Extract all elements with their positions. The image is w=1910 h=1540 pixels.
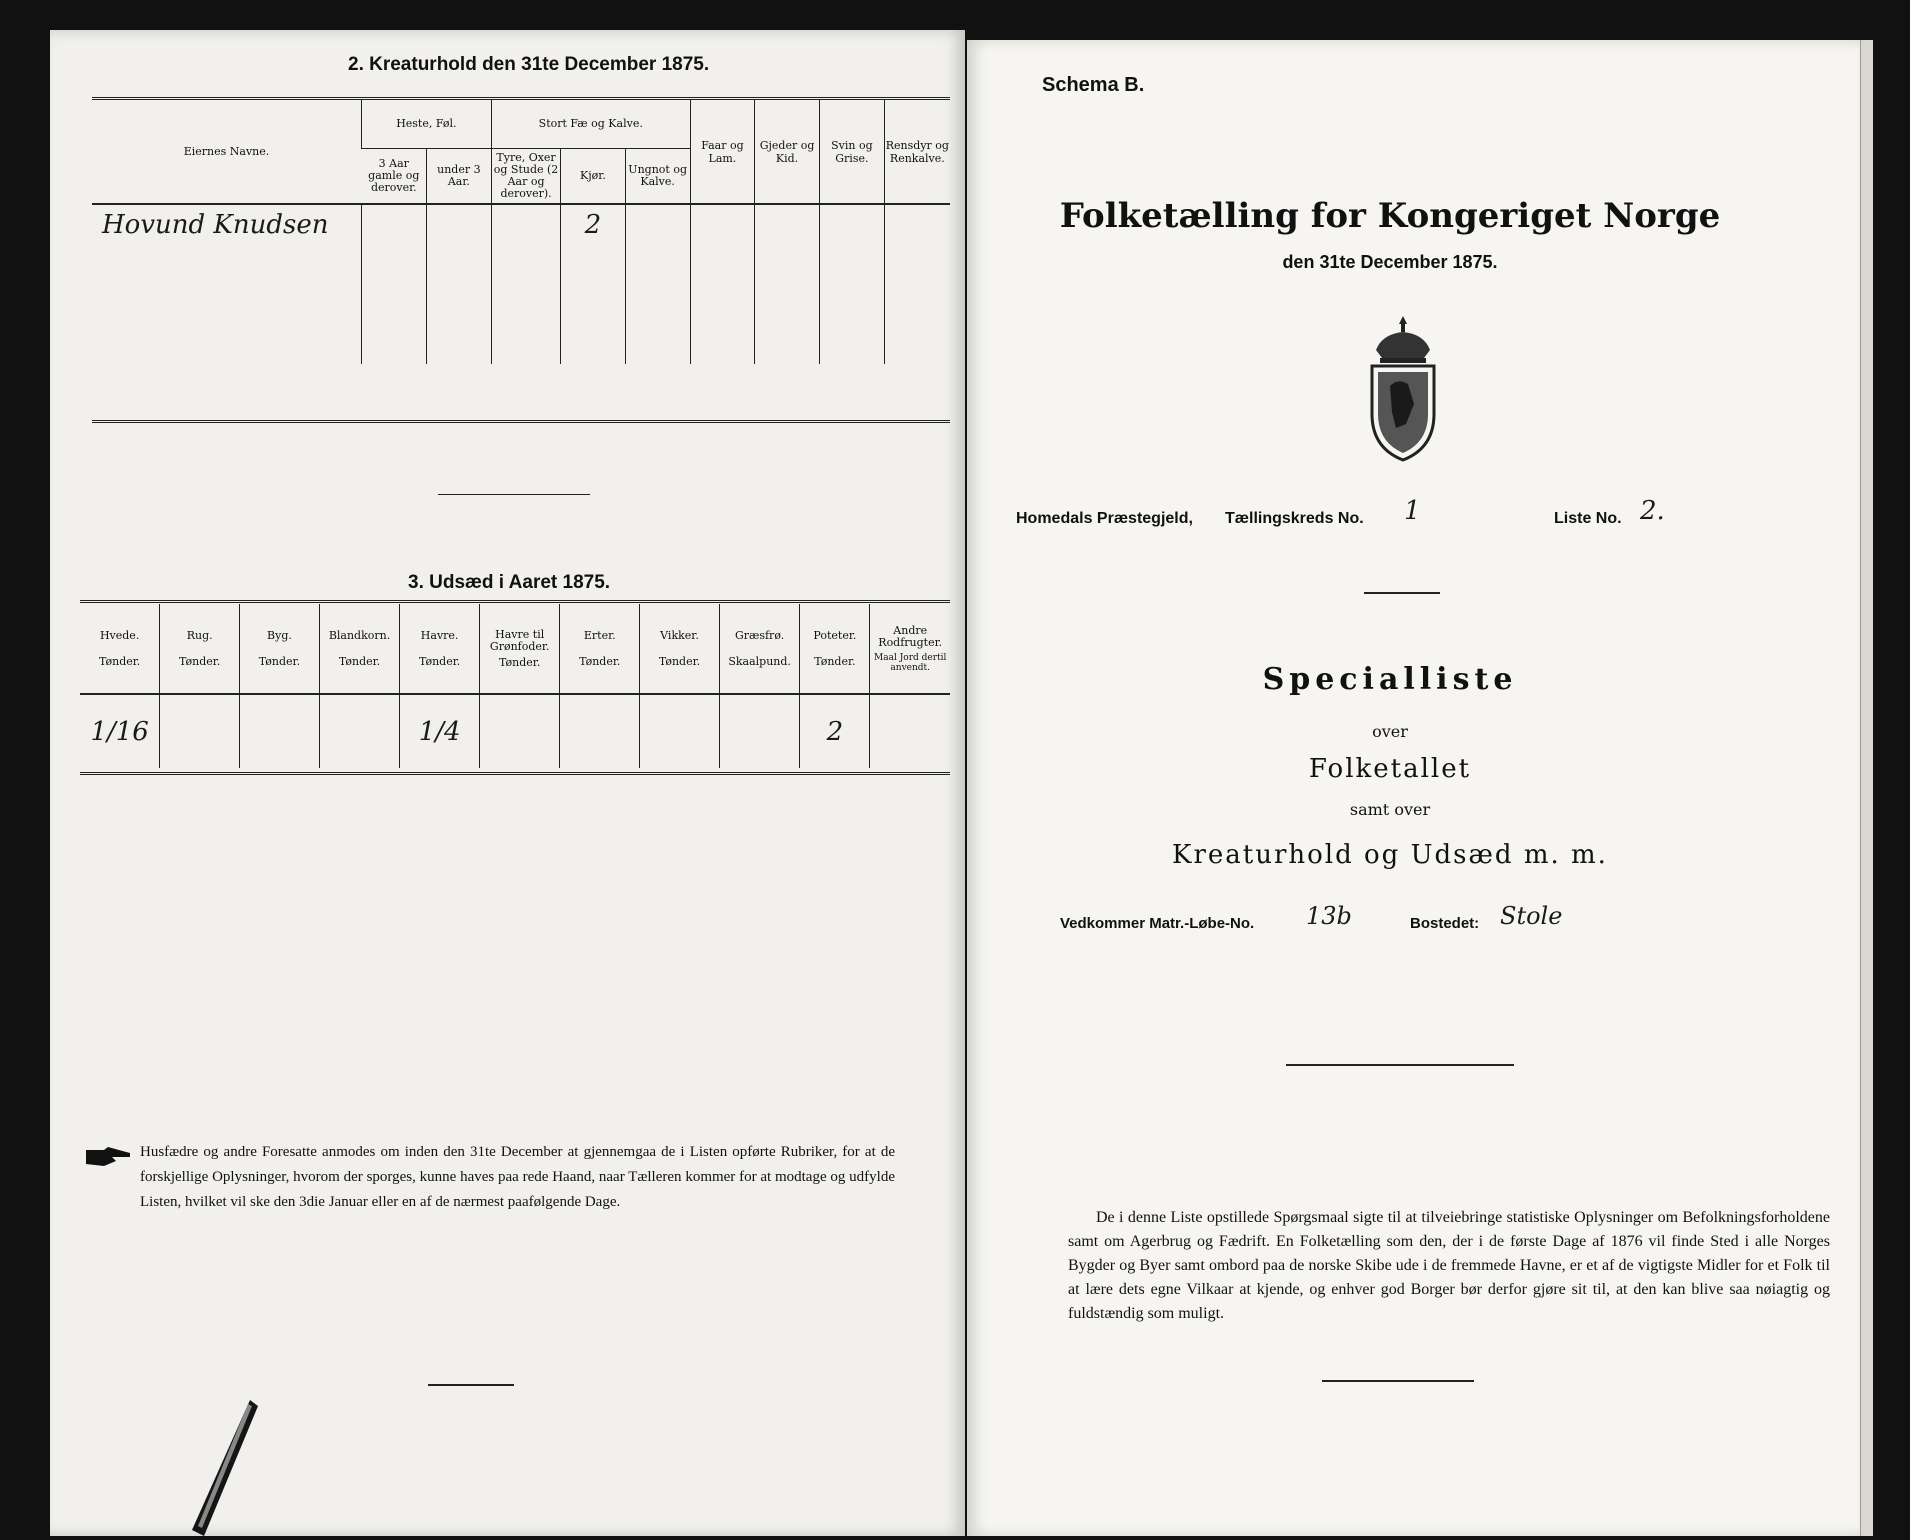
divider — [1322, 1380, 1474, 1382]
crop-value-havre-gronfoder — [480, 694, 560, 768]
crop-unit: Tønder. — [99, 654, 141, 668]
crop-table — [80, 604, 950, 768]
census-date: den 31te December 1875. — [1282, 252, 1498, 272]
ungnot-header: Ungnot og Kalve. — [625, 148, 690, 204]
table-row — [92, 284, 950, 324]
parish-label: Homedals Præstegjeld, — [1016, 510, 1193, 527]
crop-unit: Tønder. — [338, 654, 381, 668]
tyre-header: Tyre, Oxer og Stude (2 Aar og derover). — [491, 148, 561, 204]
crop-unit: Tønder. — [179, 654, 221, 668]
owner-name-cell: Hovund Knudsen — [102, 209, 329, 240]
divider — [1286, 1064, 1514, 1066]
matr-label: Vedkommer Matr.-Løbe-No. — [1060, 915, 1255, 932]
crop-havre-header: Havre. — [420, 628, 459, 642]
crop-hvede-header: Hvede. — [99, 628, 140, 642]
rensdyr-header: Rensdyr og Renkalve. — [884, 100, 950, 204]
crop-value-rug — [160, 694, 240, 768]
crop-unit: Tønder. — [579, 654, 621, 668]
table-bottom-rule — [92, 420, 950, 423]
crop-value-havre: 1/4 — [400, 694, 480, 768]
notice-text: Husfædre og andre Foresatte anmodes om inden den 31te December at gjennemgaa de i Listen opførte Rubriker, for at de forskjellige Oplysninger, hvorom der sporges, kunne haves paa rede Haand, naar Tælleren kommer for at modtage og udfylde Listen, hvilket vil ske den 3die Januar eller en af de nærmest paafølgende Dage. — [140, 1144, 895, 1210]
samt-over-text: samt over — [1349, 800, 1431, 819]
crop-unit: Tønder. — [814, 654, 856, 668]
heste-group-header: Heste, Føl. — [362, 100, 492, 148]
crop-table-top-rule — [80, 600, 950, 603]
district-number: 1 — [1404, 496, 1421, 526]
section3-title: 3. Udsæd i Aaret 1875. — [408, 572, 611, 593]
crop-value-vikker — [640, 694, 720, 768]
bosted-label: Bostedet: — [1410, 915, 1480, 932]
crop-unit: Tønder. — [418, 654, 461, 668]
gjeder-header: Gjeder og Kid. — [755, 100, 820, 204]
heste-old-header: 3 Aar gamle og derover. — [362, 148, 427, 204]
crop-unit: Tønder. — [658, 654, 701, 668]
bosted-value: Stole — [1500, 902, 1563, 930]
crop-table-bottom-rule — [80, 772, 950, 775]
divider — [428, 1384, 514, 1386]
over-text: over — [1372, 722, 1408, 741]
specialliste-heading: Specialliste — [1262, 662, 1518, 697]
footer-text: De i denne Liste opstillede Spørgsmaal sigte til at tilveiebringe statistiske Oplysninger om Befolkningsforholdene samt om Agerbrug og Fædrift. En Folketælling som den, der i de første Dage af 1876 vil finde Sted i alle Norges Bygder og Byer samt ombord paa de norske Skibe ude i de fremmede Havne, er et af de vigtigste Midler for et Folk til at lære dets egne Vilkaar at kjende, og enhver god Borger bør derfor gjøre sit til, at den kan blive saa nøiagtig og fuldstændig som muligt. — [1068, 1209, 1830, 1322]
pen-icon — [190, 1400, 260, 1540]
divider — [438, 494, 590, 495]
stort-fae-group-header: Stort Fæ og Kalve. — [491, 100, 690, 148]
kreaturhold-heading: Kreaturhold og Udsæd m. m. — [1172, 840, 1608, 870]
livestock-table — [92, 100, 950, 364]
schema-label: Schema B. — [1042, 74, 1145, 96]
folketallet-heading: Folketallet — [1308, 754, 1472, 784]
svin-header: Svin og Grise. — [820, 100, 885, 204]
crop-value-erter — [560, 694, 640, 768]
kjor-header: Kjør. — [561, 148, 625, 204]
crop-value-andre — [870, 694, 950, 768]
table-row — [92, 204, 950, 244]
matr-number: 13b — [1306, 902, 1352, 930]
crop-blandkorn-header: Blandkorn. — [328, 628, 391, 642]
crop-value-graesfro — [719, 694, 799, 768]
coat-of-arms-icon — [1362, 314, 1444, 468]
district-label: Tællingskreds No. — [1225, 510, 1364, 527]
pointing-hand-icon — [86, 1146, 132, 1172]
crop-andre-header: Andre Rodfrugter. — [878, 623, 943, 649]
crop-header-row — [80, 604, 950, 694]
crop-value-hvede: 1/16 — [90, 716, 149, 747]
crop-value-byg — [240, 694, 320, 768]
crop-unit: Skaalpund. — [728, 654, 791, 668]
faar-header: Faar og Lam. — [690, 100, 754, 204]
table-row — [92, 324, 950, 364]
crop-rug-header: Rug. — [186, 628, 213, 642]
crop-havre-gronfoder-header: Havre til Grønfoder. — [489, 627, 550, 653]
crop-value-blandkorn — [319, 694, 399, 768]
crop-poteter-header: Poteter. — [813, 628, 857, 642]
page-edge — [1860, 40, 1873, 1536]
crop-unit: Maal Jord dertil anvendt. — [874, 652, 947, 673]
divider — [1364, 592, 1440, 594]
kjor-value-cell: 2 — [561, 204, 625, 244]
table-row — [92, 244, 950, 284]
crop-unit: Tønder. — [258, 654, 301, 668]
heste-young-header: under 3 Aar. — [427, 148, 492, 204]
crop-vikker-header: Vikker. — [660, 628, 699, 642]
list-label: Liste No. — [1554, 510, 1622, 527]
owner-header: Eiernes Navne. — [183, 145, 270, 158]
list-number: 2. — [1640, 496, 1665, 526]
table-row — [80, 694, 950, 768]
crop-erter-header: Erter. — [583, 628, 616, 642]
section2-title: 2. Kreaturhold den 31te December 1875. — [348, 54, 710, 75]
main-title: Folketælling for Kongeriget Norge — [1059, 196, 1721, 236]
crop-byg-header: Byg. — [267, 628, 292, 642]
crop-value-poteter: 2 — [800, 694, 870, 768]
crop-unit: Tønder. — [499, 655, 541, 669]
crop-graesfro-header: Græsfrø. — [734, 628, 785, 642]
